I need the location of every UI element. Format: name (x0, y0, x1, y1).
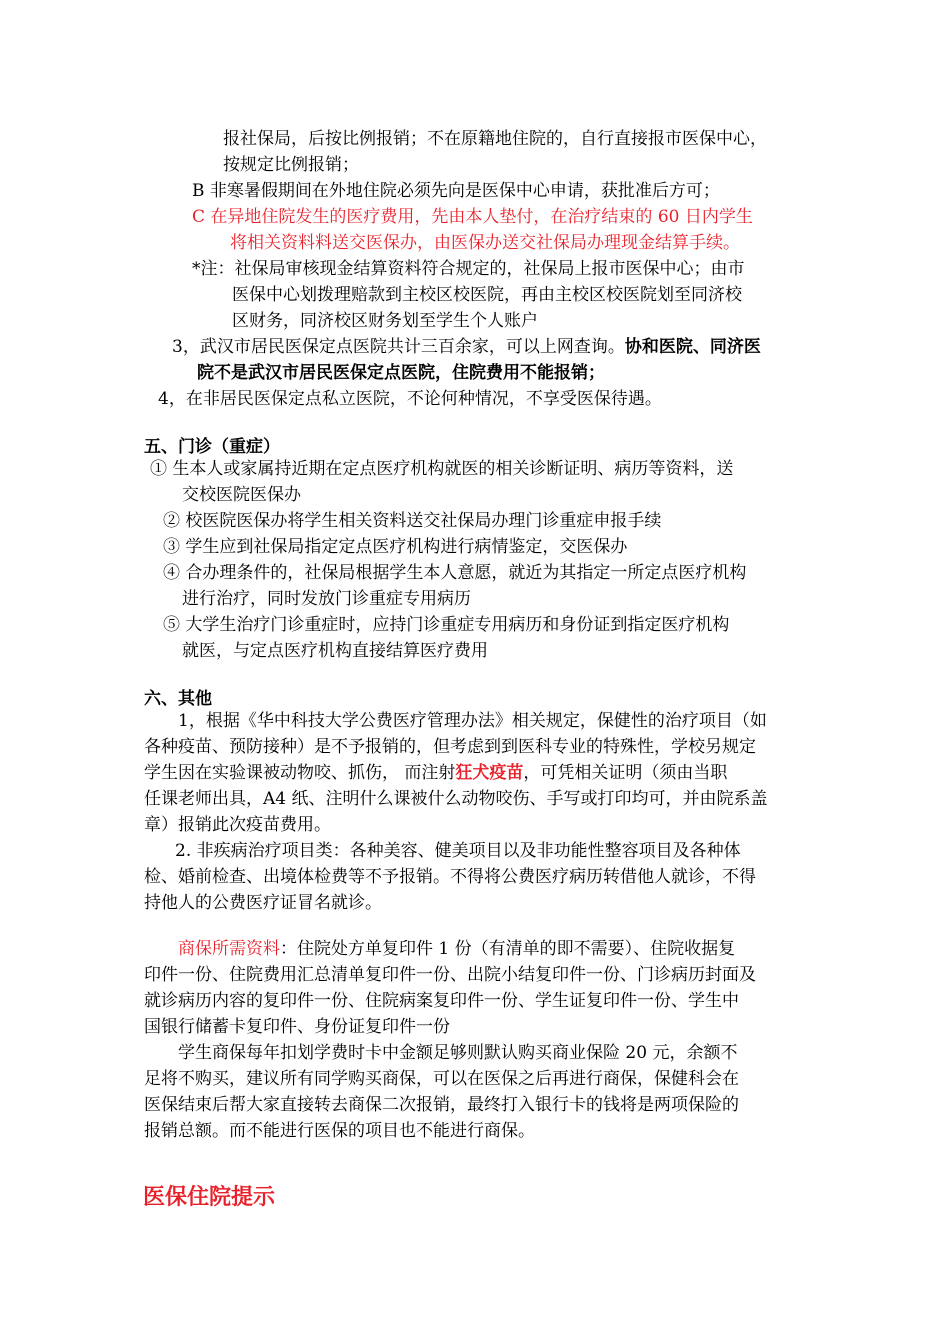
para-b: B 非寒暑假期间在外地住院必须先向是医保中心申请，获批准后方可； (192, 181, 720, 201)
commercial-label: 商保所需资料 (178, 939, 280, 959)
s6-p1-line3-head: 学生因在实验课被动物咬、抓伤， 而注射 (144, 763, 456, 783)
item3-bold: 协和医院、同济医 (624, 337, 761, 357)
s6-p2-line2: 检、婚前检查、出境体检费等不予报销。不得将公费医疗病历转借他人就诊，不得 (144, 867, 756, 887)
s5-step5-line1: ⑤ 大学生治疗门诊重症时，应持门诊重症专用病历和身份证到指定医疗机构 (163, 615, 730, 635)
section6-heading: 六、其他 (144, 689, 212, 709)
item4: 4，在非居民医保定点私立医院，不论何种情况，不享受医保待遇。 (158, 389, 662, 409)
s5-step5-line2: 就医，与定点医疗机构直接结算医疗费用 (182, 641, 488, 661)
s6-p1-line3-tail: ，可凭相关证明（须由当职 (523, 763, 728, 783)
s5-step4-line1: ④ 合办理条件的，社保局根据学生本人意愿，就近为其指定一所定点医疗机构 (163, 563, 747, 583)
commercial-line4: 国银行储蓄卡复印件、身份证复印件一份 (144, 1017, 450, 1037)
s6-p1-line3 (144, 760, 727, 786)
item3-plain: 3，武汉市居民医保定点医院共计三百余家，可以上网查询。 (172, 337, 625, 357)
section5-heading: 五、门诊（重症） (144, 437, 280, 457)
s6-p2-line1: 2. 非疾病治疗项目类：各种美容、健美项目以及非功能性整容项目及各种体 (175, 841, 741, 861)
note-line2: 医保中心划拨理赔款到主校区校医院，再由主校区校医院划至同济校 (232, 285, 742, 305)
s5-step2: ② 校医院医保办将学生相关资料送交社保局办理门诊重症申报手续 (163, 511, 662, 531)
s5-step1-line2: 交校医院医保办 (182, 485, 301, 505)
para-c-line1: C 在异地住院发生的医疗费用，先由本人垫付，在治疗结束的 60 日内学生 (192, 207, 753, 227)
note-line1: *注：社保局审核现金结算资料符合规定的，社保局上报市医保中心；由市 (192, 259, 745, 279)
commercial-p-line4: 报销总额。而不能进行医保的项目也不能进行商保。 (144, 1121, 535, 1141)
commercial-p-line1: 学生商保每年扣划学费时卡中金额足够则默认购买商业保险 20 元，余额不 (178, 1043, 738, 1063)
s6-p1-line4: 任课老师出具，A4 纸、注明什么课被什么动物咬伤、手写或打印均可，并由院系盖 (144, 789, 768, 809)
commercial-line2: 印件一份、住院费用汇总清单复印件一份、出院小结复印件一份、门诊病历封面及 (144, 965, 756, 985)
s5-step4-line2: 进行治疗，同时发放门诊重症专用病历 (182, 589, 471, 609)
item3-line1 (172, 334, 761, 360)
s5-step1-line1: ① 生本人或家属持近期在定点医疗机构就医的相关诊断证明、病历等资料，送 (150, 459, 734, 479)
s6-p2-line3: 持他人的公费医疗证冒名就诊。 (144, 893, 382, 913)
commercial-p-line3: 医保结束后帮大家直接转去商保二次报销，最终打入银行卡的钱将是两项保险的 (144, 1095, 739, 1115)
s5-step3: ③ 学生应到社保局指定定点医疗机构进行病情鉴定，交医保办 (163, 537, 628, 557)
commercial-p-line2: 足将不购买，建议所有同学购买商保，可以在医保之后再进行商保，保健科会在 (144, 1069, 739, 1089)
hospitalization-tips-heading: 医保住院提示 (143, 1185, 276, 1210)
s6-p1-line1: 1，根据《华中科技大学公费医疗管理办法》相关规定，保健性的治疗项目（如 (178, 711, 767, 731)
commercial-line3: 就诊病历内容的复印件一份、住院病案复印件一份、学生证复印件一份、学生中 (144, 991, 739, 1011)
para-c-line2: 将相关资料料送交医保办，由医保办送交社保局办理现金结算手续。 (230, 233, 740, 253)
rabies-vaccine-highlight: 狂犬疫苗 (455, 763, 524, 783)
para-a-line2: 按规定比例报销； (223, 155, 359, 175)
s6-p1-line2: 各种疫苗、预防接种）是不予报销的，但考虑到到医科专业的特殊性，学校另规定 (144, 737, 756, 757)
note-line3: 区财务，同济校区财务划至学生个人账户 (232, 311, 538, 331)
para-a-line1: 报社保局，后按比例报销；不在原籍地住院的，自行直接报市医保中心， (223, 129, 767, 149)
commercial-line1 (178, 936, 735, 962)
commercial-line1-tail: ：住院处方单复印件 1 份（有清单的即不需要）、住院收据复 (280, 939, 736, 959)
item3-line2: 院不是武汉市居民医保定点医院，住院费用不能报销； (197, 363, 605, 383)
s6-p1-line5: 章）报销此次疫苗费用。 (144, 815, 331, 835)
